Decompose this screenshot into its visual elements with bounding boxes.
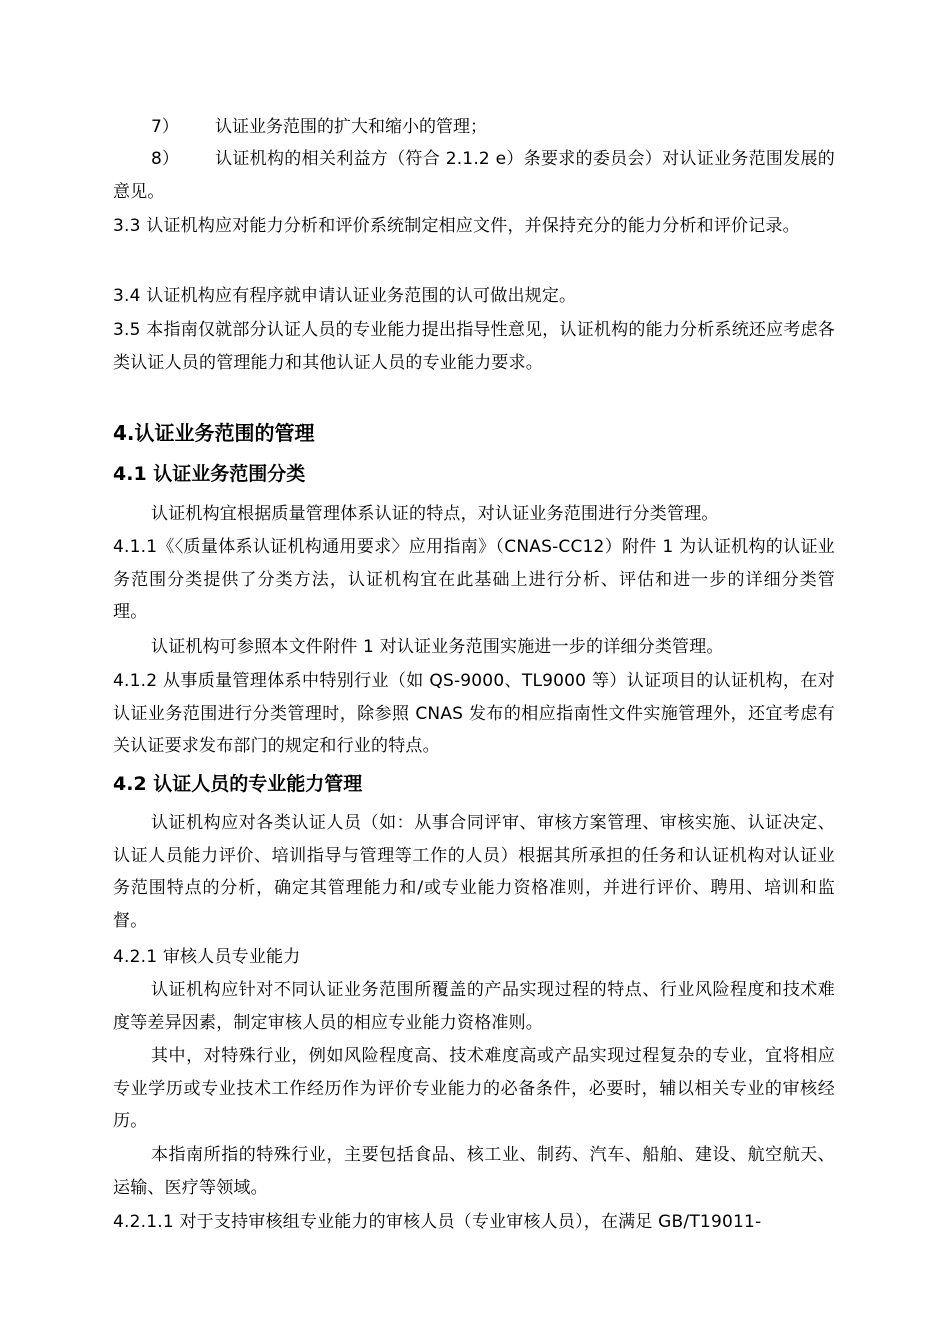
section-heading-4-2: 4.2 认证人员的专业能力管理 <box>113 773 363 795</box>
section-heading-4-1: 4.1 认证业务范围分类 <box>113 463 306 485</box>
list-number: 8） <box>151 149 180 169</box>
section-heading-4: 4.认证业务范围的管理 <box>113 421 315 445</box>
paragraph-4-1-intro: 认证机构宜根据质量管理体系认证的特点，对认证业务范围进行分类管理。 <box>151 504 719 524</box>
paragraph-3-5: 3.5 本指南仅就部分认证人员的专业能力提出指导性意见，认证机构的能力分析系统还应考虑各类认证人员的管理能力和其他认证人员的专业能力要求。 <box>113 320 835 373</box>
paragraph-4-2-1-b: 其中，对特殊行业，例如风险程度高、技术难度高或产品实现过程复杂的专业，宜将相应专业学历或专业技术工作经历作为评价专业能力的必备条件，必要时，辅以相关专业的审核经历。 <box>113 1046 835 1131</box>
paragraph-4-2-intro: 认证机构应对各类认证人员（如：从事合同评审、审核方案管理、审核实施、认证决定、认证人员能力评价、培训指导与管理等工作的人员）根据其所承担的任务和认证机构对认证业务范围特点的分析，确定其管理能力和/或专业能力资格准则，并进行评价、聘用、培训和监督。 <box>113 813 835 931</box>
paragraph-4-1-2: 4.1.2 从事质量管理体系中特别行业（如 QS-9000、TL9000 等）认证项目的认证机构，在对认证业务范围进行分类管理时，除参照 CNAS 发布的相应指南性文件实施管理外，还宜考虑有关认证要求发布部门的规定和行业的特点。 <box>113 671 835 756</box>
list-text: 认证机构的相关利益方（符合 2.1.2 e）条要求的委员会）对认证业务范围发展的意见。 <box>113 149 835 202</box>
paragraph-4-1-1-note: 认证机构可参照本文件附件 1 对认证业务范围实施进一步的详细分类管理。 <box>151 637 724 657</box>
paragraph-3-4: 3.4 认证机构应有程序就申请认证业务范围的认可做出规定。 <box>113 286 577 306</box>
paragraph-4-2-1-1: 4.2.1.1 对于支持审核组专业能力的审核人员（专业审核人员），在满足 GB/T19011- <box>113 1212 762 1232</box>
paragraph-4-1-1: 4.1.1《〈质量体系认证机构通用要求〉应用指南》（CNAS-CC12）附件 1 为认证机构的认证业务范围分类提供了分类方法，认证机构宜在此基础上进行分析、评估和进一步的详细分类管理。 <box>113 537 835 622</box>
paragraph-4-2-1-a: 认证机构应针对不同认证业务范围所覆盖的产品实现过程的特点、行业风险程度和技术难度等差异因素，制定审核人员的相应专业能力资格准则。 <box>113 980 835 1033</box>
list-text: 认证业务范围的扩大和缩小的管理； <box>215 117 487 137</box>
paragraph-3-3: 3.3 认证机构应对能力分析和评价系统制定相应文件，并保持充分的能力分析和评价记录。 <box>113 216 800 236</box>
list-item-8 <box>113 143 835 208</box>
paragraph-4-2-1-c: 本指南所指的特殊行业，主要包括食品、核工业、制药、汽车、船舶、建设、航空航天、运输、医疗等领域。 <box>113 1145 835 1198</box>
paragraph-4-2-1: 4.2.1 审核人员专业能力 <box>113 947 301 967</box>
list-item-7 <box>113 111 835 144</box>
list-number: 7） <box>151 117 179 137</box>
